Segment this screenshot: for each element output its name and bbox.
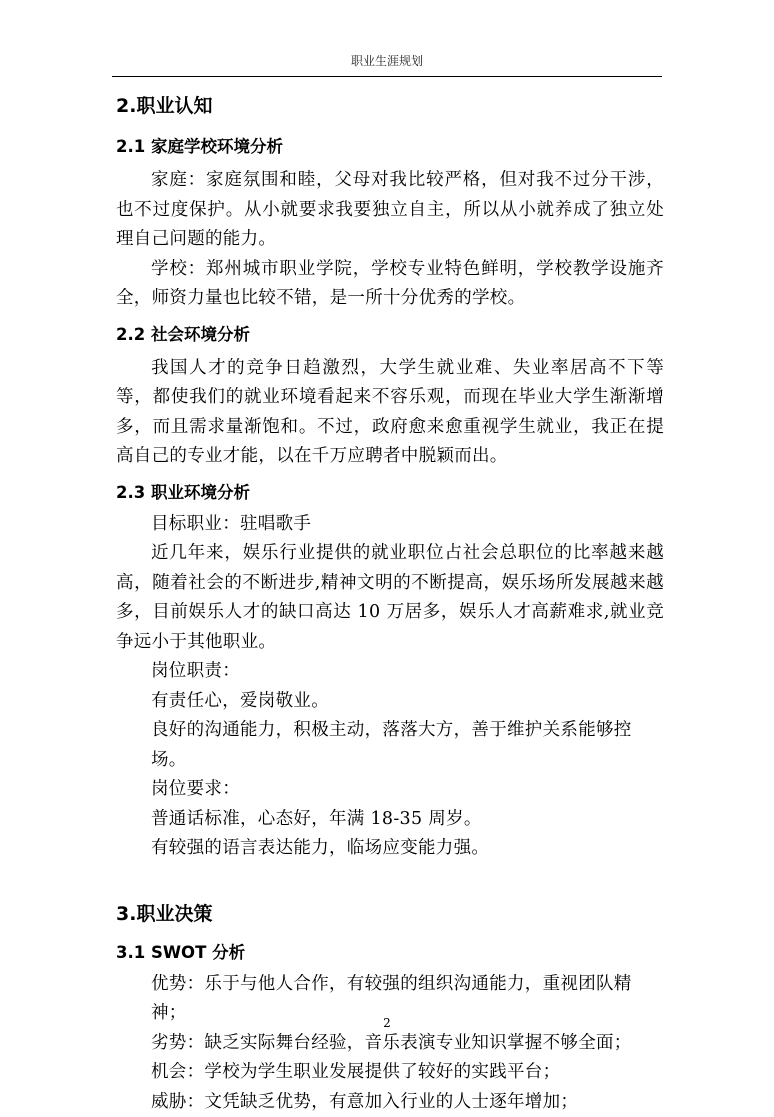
paragraph-school: 学校：郑州城市职业学院，学校专业特色鲜明，学校教学设施齐全，师资力量也比较不错，是一所十分优秀的学校。	[116, 255, 664, 314]
requirement-item: 普通话标准，心态好，年满 18-35 周岁。	[116, 805, 664, 835]
duties-label: 岗位职责：	[116, 657, 664, 687]
swot-strengths: 优势：乐于与他人合作，有较强的组织沟通能力，重视团队精神；	[116, 970, 664, 1029]
swot-threats: 威胁：文凭缺乏优势，有意加入行业的人士逐年增加；	[116, 1088, 664, 1117]
requirement-item: 有较强的语言表达能力，临场应变能力强。	[116, 834, 664, 864]
page-number: 2	[0, 1016, 774, 1030]
swot-opportunities: 机会：学校为学生职业发展提供了较好的实践平台；	[116, 1058, 664, 1088]
heading-career-decision: 3.职业决策	[116, 900, 664, 928]
paragraph-social: 我国人才的竞争日趋激烈，大学生就业难、失业率居高不下等等，都使我们的就业环境看起来不容乐观，而现在毕业大学生渐渐增多，而且需求量渐饱和。不过，政府愈来愈重视学生就业，我正在提高自己的专业才能，以在千万应聘者中脱颖而出。	[116, 354, 664, 472]
swot-weaknesses: 劣势：缺乏实际舞台经验，音乐表演专业知识掌握不够全面；	[116, 1029, 664, 1059]
duty-item: 良好的沟通能力，积极主动，落落大方，善于维护关系能够控场。	[116, 716, 664, 775]
target-career: 目标职业：驻唱歌手	[116, 510, 664, 540]
header-rule	[112, 76, 662, 77]
requirements-label: 岗位要求：	[116, 775, 664, 805]
paragraph-industry: 近几年来，娱乐行业提供的就业职位占社会总职位的比率越来越高，随着社会的不断进步,精神文明的不断提高，娱乐场所发展越来越多，目前娱乐人才的缺口高达 10 万居多，娱乐人才高薪难求,就业竞争远小于其他职业。	[116, 539, 664, 657]
heading-family-school: 2.1 家庭学校环境分析	[116, 134, 664, 160]
heading-career-cognition: 2.职业认知	[116, 92, 664, 120]
page-header: 职业生涯规划	[0, 52, 774, 69]
heading-social-environment: 2.2 社会环境分析	[116, 322, 664, 348]
page-content	[116, 90, 664, 1117]
duty-item: 有责任心，爱岗敬业。	[116, 687, 664, 717]
paragraph-family: 家庭：家庭氛围和睦，父母对我比较严格，但对我不过分干涉，也不过度保护。从小就要求我要独立自主，所以从小就养成了独立处理自己问题的能力。	[116, 166, 664, 255]
heading-career-environment: 2.3 职业环境分析	[116, 480, 664, 506]
heading-swot: 3.1 SWOT 分析	[116, 940, 664, 966]
